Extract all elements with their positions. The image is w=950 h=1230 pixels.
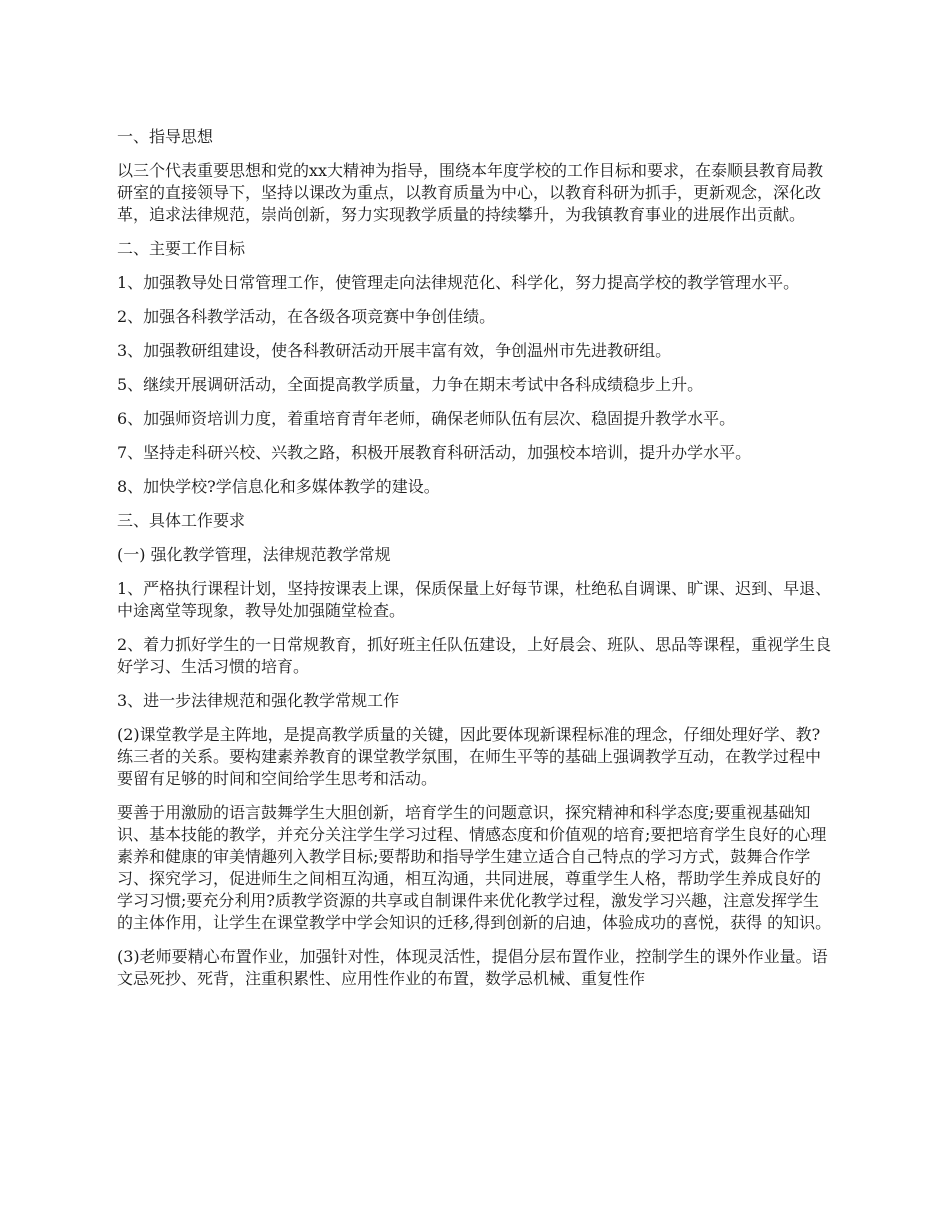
goal-item-3: 3、加强教研组建设，使各科教研活动开展丰富有效，争创温州市先进教研组。 <box>117 341 672 360</box>
section-heading-specific-requirements: 三、具体工作要求 <box>117 511 246 530</box>
section-heading-main-goals: 二、主要工作目标 <box>117 239 246 258</box>
requirement-item-1: 1、严格执行课程计划，坚持按课表上课，保质保量上好每节课，杜绝私自调课、旷课、迟到、早退、中途离堂等现象，教导处加强随堂检查。 <box>117 579 832 620</box>
goal-item-1: 1、加强教导处日常管理工作，使管理走向法律规范化、科学化，努力提高学校的教学管理水平。 <box>117 273 800 292</box>
document-body <box>117 126 833 1002</box>
goal-item-6: 6、加强师资培训力度，着重培育青年老师，确保老师队伍有层次、稳固提升教学水平。 <box>117 409 736 428</box>
requirement-item-2: 2、着力抓好学生的一日常规教育，抓好班主任队伍建设，上好晨会、班队、思品等课程，重视学生良好学习、生活习惯的培育。 <box>117 635 832 676</box>
paragraph-guiding-ideology: 以三个代表重要思想和党的xx大精神为指导，围绕本年度学校的工作目标和要求，在泰顺县教育局教研室的直接领导下，坚持以课改为重点，以教育质量为中心，以教育科研为抓手，更新观念，深化改革，追求法律规范，崇尚创新，努力实现教学质量的持续攀升，为我镇教育事业的进展作出贡献。 <box>117 161 824 224</box>
goal-item-5: 5、继续开展调研活动，全面提高教学质量，力争在期末考试中各科成绩稳步上升。 <box>117 375 704 394</box>
paragraph-encouragement: 要善于用激励的语言鼓舞学生大胆创新，培育学生的问题意识，探究精神和科学态度;要重视基础知识、基本技能的教学，并充分关注学生学习过程、情感态度和价值观的培育;要把培育学生良好的心理素养和健康的审美情趣列入教学目标;要帮助和指导学生建立适合自己特点的学习方式，鼓舞合作学习、探究学习，促进师生之间相互沟通，相互沟通，共同进展，尊重学生人格，帮助学生养成良好的学习习惯;要充分利用?质教学资源的共享或自制课件来优化教学过程，激发学习兴趣，注意发挥学生的主体作用，让学生在课堂教学中学会知识的迁移,得到创新的启迪，体验成功的喜悦，获得 的知识。 <box>117 803 832 932</box>
subsection-heading-teaching-management: (一) 强化教学管理，法律规范教学常规 <box>117 545 391 564</box>
goal-item-2: 2、加强各科教学活动，在各级各项竞赛中争创佳绩。 <box>117 307 496 326</box>
requirement-item-3-2: (2)课堂教学是主阵地，是提高教学质量的关键，因此要体现新课程标准的理念，仔细处理好学、教?练三者的关系。要构建素养教育的课堂教学氛围，在师生平等的基础上强调教学互动，在教学过程中要留有足够的时间和空间给学生思考和活动。 <box>117 725 822 788</box>
requirement-item-3: 3、进一步法律规范和强化教学常规工作 <box>117 691 400 710</box>
goal-item-8: 8、加快学校?学信息化和多媒体教学的建设。 <box>117 477 440 496</box>
goal-item-7: 7、坚持走科研兴校、兴教之路，积极开展教育科研活动，加强校本培训，提升办学水平。 <box>117 443 752 462</box>
section-heading-guiding-ideology: 一、指导思想 <box>117 127 214 146</box>
requirement-item-3-3: (3)老师要精心布置作业，加强针对性，体现灵活性，提倡分层布置作业，控制学生的课外作业量。语文忌死抄、死背，注重积累性、应用性作业的布置，数学忌机械、重复性作 <box>117 947 828 988</box>
